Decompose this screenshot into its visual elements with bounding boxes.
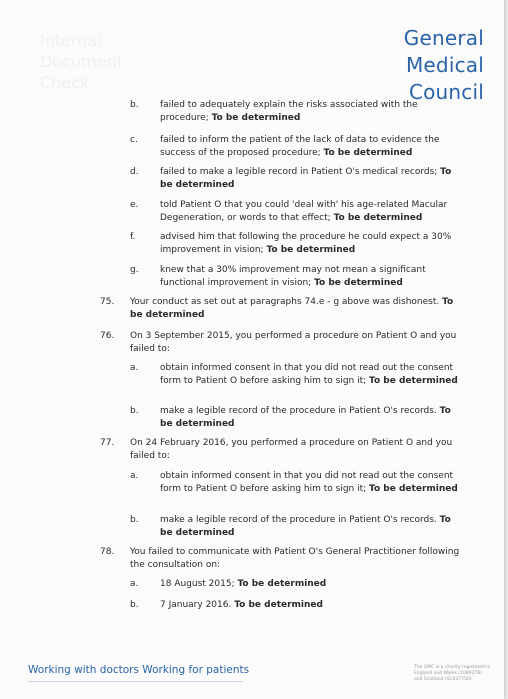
item-label: a.	[130, 363, 139, 373]
item-text: failed to make a legible record in Patient O's medical records; To be determined	[160, 167, 452, 190]
watermark	[40, 30, 130, 93]
determination-status: To be determined	[314, 277, 403, 288]
determination-status: To be determined	[369, 483, 458, 494]
determination-status: To be determined	[333, 212, 423, 223]
item-text: make a legible record of the procedure in Patient O's records. To be determined	[160, 515, 451, 538]
item-label: d.	[130, 167, 139, 177]
item-text: failed to adequately explain the risks associated with the procedure; To be determined	[160, 100, 418, 123]
item-text: 7 January 2016. To be determined	[160, 600, 323, 610]
item-label: b.	[130, 515, 139, 525]
paragraph-text: Your conduct as set out at paragraphs 74.e - g above was dishonest. To be determined	[130, 297, 454, 320]
watermark-line: Check	[40, 73, 90, 92]
item-text: obtain informed consent in that you did not read out the consent form to Patient O before asking him to sign it; To be determined	[160, 363, 458, 386]
paragraph-number: 78.	[100, 547, 115, 557]
item-text: 18 August 2015; To be determined	[160, 579, 327, 589]
logo-line-medical: Medical	[405, 53, 484, 77]
item-label: g.	[130, 265, 139, 275]
item-label: b.	[130, 100, 139, 110]
footer-notice-line: The GMC is a charity registered in	[414, 665, 491, 670]
item-label: b.	[130, 406, 139, 416]
paragraph-number: 77.	[100, 438, 115, 448]
footer-notice-line: and Scotland (SC037750)	[414, 677, 472, 682]
item-text: told Patient O that you could 'deal with' his age-related Macular Degeneration, or words to that effect; To be determined	[160, 200, 448, 223]
item-label: c.	[130, 135, 138, 145]
determination-status: To be determined	[234, 600, 323, 610]
item-text: failed to inform the patient of the lack of data to evidence the success of the proposed procedure; To be determined	[160, 135, 440, 158]
logo-line-general: General	[403, 26, 484, 50]
item-label: e.	[130, 200, 139, 210]
item-text: make a legible record of the procedure in Patient O's records. To be determined	[160, 406, 451, 429]
determination-status: To be determined	[160, 406, 451, 429]
item-text: advised him that following the procedure he could expect a 30% improvement in vision; To be determined	[160, 232, 452, 255]
determination-status: To be determined	[237, 579, 327, 589]
item-text: obtain informed consent in that you did not read out the consent form to Patient O before asking him to sign it; To be determined	[160, 471, 458, 494]
footer-notice-line: England and Wales (1089278)	[414, 671, 482, 676]
determination-status: To be determined	[160, 515, 451, 538]
determination-status: To be determined	[211, 112, 301, 123]
determination-status: To be determined	[130, 297, 454, 320]
gmc-logo	[404, 25, 484, 106]
paragraph-text: On 3 September 2015, you performed a procedure on Patient O and you failed to:	[130, 331, 457, 354]
watermark-line: Internal	[40, 31, 102, 50]
footer-tagline: Working with doctors Working for patients	[28, 664, 250, 676]
paragraph-text: On 24 February 2016, you performed a procedure on Patient O and you failed to:	[130, 438, 453, 461]
item-label: f.	[130, 232, 136, 242]
determination-status: To be determined	[369, 375, 458, 386]
watermark-line: Document	[40, 52, 123, 71]
item-label: b.	[130, 600, 139, 610]
footer-charity-notice	[414, 665, 500, 683]
paragraph-number: 76.	[100, 331, 115, 341]
paragraph-number: 75.	[100, 297, 115, 307]
determination-status: To be determined	[266, 244, 356, 255]
determination-status: To be determined	[323, 147, 413, 158]
paragraph-text: You failed to communicate with Patient O's General Practitioner following the consultation on:	[130, 547, 460, 570]
determination-status: To be determined	[160, 167, 452, 190]
footer-divider	[28, 681, 243, 682]
logo-line-council: Council	[408, 80, 484, 104]
item-text: knew that a 30% improvement may not mean a significant functional improvement in vision; To be determined	[160, 265, 426, 288]
item-label: a.	[130, 471, 139, 481]
item-label: a.	[130, 579, 139, 589]
